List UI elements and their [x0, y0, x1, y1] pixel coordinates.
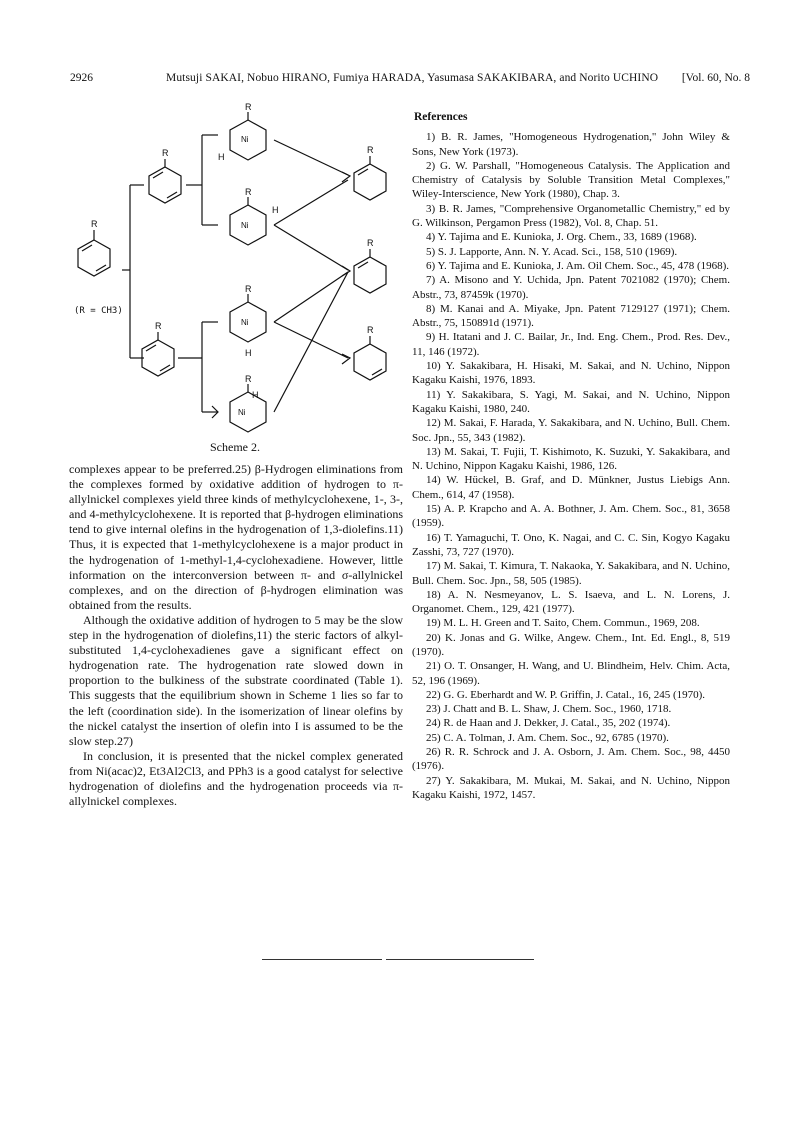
svg-text:Ni: Ni: [238, 408, 246, 417]
end-rule: [262, 959, 382, 960]
r-definition: (R = CH3): [74, 306, 123, 316]
svg-text:R: R: [245, 284, 252, 294]
reference-item: 27) Y. Sakakibara, M. Mukai, M. Sakai, and N. Uchino, Nippon Kagaku Kaishi, 1972, 1457.: [412, 774, 730, 801]
reference-item: 2) G. W. Parshall, "Homogeneous Catalysis. The Application and Chemistry of Catalysis by Soluble Transition Metal Complexes," Wiley-Interscience, New York (1980), Chap. 3.: [412, 159, 730, 201]
product-4-methylcyclohexene: [354, 325, 386, 380]
product-3-methylcyclohexene: [354, 238, 386, 293]
scheme-2-figure: [70, 100, 400, 460]
reference-item: 16) T. Yamaguchi, T. Ono, K. Nagai, and C. C. Sin, Kogyo Kagaku Zasshi, 73, 727 (1970).: [412, 531, 730, 558]
svg-text:H: H: [218, 152, 225, 162]
reference-item: 6) Y. Tajima and E. Kunioka, J. Am. Oil Chem. Soc., 45, 478 (1968).: [426, 259, 730, 272]
reference-item: 1) B. R. James, "Homogeneous Hydrogenation," John Wiley & Sons, New York (1973).: [412, 131, 730, 158]
references-section: [412, 110, 730, 802]
pi-allylnickel-complex-2: [230, 187, 279, 245]
upper-diene-structure: [149, 148, 181, 203]
reference-list: [412, 130, 730, 802]
reference-item: 21) O. T. Onsanger, H. Wang, and U. Blindheim, Helv. Chim. Acta, 52, 196 (1969).: [412, 660, 730, 687]
header-authors: Mutsuji SAKAI, Nobuo HIRANO, Fumiya HARADA, Yasumasa SAKAKIBARA, and Norito UCHINO: [166, 72, 659, 84]
svg-text:H: H: [245, 348, 252, 358]
reference-item: 26) R. R. Schrock and J. A. Osborn, J. Am. Chem. Soc., 98, 4450 (1976).: [412, 746, 730, 773]
pi-allylnickel-complex-4: [230, 374, 266, 432]
reference-item: 4) Y. Tajima and E. Kunioka, J. Org. Chem., 33, 1689 (1968).: [426, 231, 697, 244]
svg-text:H: H: [252, 390, 259, 400]
reference-item: 14) W. Hückel, B. Graf, and D. Münkner, Justus Liebigs Ann. Chem., 614, 47 (1958).: [412, 474, 730, 501]
svg-text:R: R: [367, 325, 374, 335]
product-1-methylcyclohexene: [354, 145, 386, 200]
paragraph: Although the oxidative addition of hydrogen to 5 may be the slow step in the hydrogenation of diolefins,11) the steric factors of alkyl-substituted 1,4-cyclohexadienes gave a significant effect on hydrogenation rate. The hydrogenation rate slowed down in proportion to the bulkiness of the substrate coordinated (Table 1). This suggests that the equilibrium shown in Scheme 1 lies so far to the left (coordination side). In the isomerization of linear olefins by the nickel catalyst the insertion of olefin into I is assumed to be the slow step.27): [69, 612, 403, 748]
reference-item: 25) C. A. Tolman, J. Am. Chem. Soc., 92, 6785 (1970).: [426, 731, 669, 744]
methylcyclohexadiene-structure: [78, 219, 110, 276]
reference-item: 13) M. Sakai, T. Fujii, T. Kishimoto, K. Suzuki, Y. Sakakibara, and N. Uchino, Nippon Kagaku Kaishi, 1986, 126.: [412, 445, 730, 473]
reference-item: 22) G. G. Eberhardt and W. P. Griffin, J. Catal., 16, 245 (1970).: [426, 688, 706, 701]
svg-text:R: R: [367, 145, 374, 155]
pi-allylnickel-complex-1: [218, 102, 266, 162]
running-header: [70, 72, 750, 88]
references-heading: References: [414, 111, 468, 123]
reference-item: 15) A. P. Krapcho and A. A. Bothner, J. Am. Chem. Soc., 81, 3658 (1959).: [412, 503, 730, 530]
reference-item: 23) J. Chatt and B. L. Shaw, J. Chem. Soc., 1960, 1718.: [426, 703, 672, 716]
body-text: [69, 462, 403, 809]
reference-item: 3) B. R. James, "Comprehensive Organometallic Chemistry," ed by G. Wilkinson, Pergamon Press (1982), Vol. 8, Chap. 51.: [412, 202, 730, 230]
paragraph: complexes appear to be preferred.25) β-Hydrogen eliminations from the complexes formed by oxidative addition of hydrogen to π-allylnickel complexes yield three kinds of methylcyclohexene, 1-, 3-, and 4-methylcyclohexene. It is reported that β-hydrogen eliminations tend to give internal olefins in the hydrogenation of 1,3-diolefins.11) Thus, it is expected that 1-methylcyclohexene is a major product in the hydrogenation of 1-methyl-1,4-cyclohexadiene. However, little information on the interconversion between π- and σ-allylnickel complexes, and on the direction of β-hydrogen elimination was obtained from the results.: [69, 462, 403, 612]
svg-text:Ni: Ni: [241, 135, 249, 144]
reference-item: 5) S. J. Lapporte, Ann. N. Y. Acad. Sci., 158, 510 (1969).: [426, 245, 678, 258]
svg-text:Ni: Ni: [241, 318, 249, 327]
scheme-caption: Scheme 2.: [210, 440, 260, 454]
reference-item: 17) M. Sakai, T. Kimura, T. Nakaoka, Y. Sakakibara, and N. Uchino, Bull. Chem. Soc. Jpn., 58, 505 (1985).: [412, 560, 730, 587]
r-label: R: [162, 148, 169, 158]
reference-item: 8) M. Kanai and A. Miyake, Jpn. Patent 7129127 (1971); Chem. Abstr., 75, 150891d (1971).: [412, 302, 730, 330]
header-volume: [Vol. 60, No. 8: [681, 72, 750, 84]
r-label: R: [155, 321, 162, 331]
svg-text:R: R: [245, 102, 252, 112]
reference-item: 18) A. N. Nesmeyanov, L. S. Isaeva, and L. N. Lorens, J. Organomet. Chem., 129, 421 (1977).: [412, 588, 730, 616]
reference-item: 24) R. de Haan and J. Dekker, J. Catal., 35, 202 (1974).: [426, 717, 671, 730]
end-rule: [386, 959, 534, 960]
paragraph: In conclusion, it is presented that the nickel complex generated from Ni(acac)2, Et3Al2Cl3, and PPh3 is a good catalyst for selective hydrogenation of diolefins and the hydrogenation proceeds via π-allylnickel complexes.: [69, 748, 403, 809]
reference-item: 11) Y. Sakakibara, S. Yagi, M. Sakai, and N. Uchino, Nippon Kagaku Kaishi, 1980, 240.: [412, 388, 730, 415]
reference-item: 9) H. Itatani and J. C. Bailar, Jr., Ind. Eng. Chem., Prod. Res. Dev., 11, 146 (1972).: [412, 331, 730, 358]
svg-text:Ni: Ni: [241, 221, 249, 230]
reference-item: 19) M. L. H. Green and T. Saito, Chem. Commun., 1969, 208.: [426, 617, 700, 630]
svg-text:H: H: [272, 205, 279, 215]
reference-item: 12) M. Sakai, F. Harada, Y. Sakakibara, and N. Uchino, Bull. Chem. Soc. Jpn., 55, 343 (1982).: [412, 417, 730, 444]
svg-text:R: R: [245, 187, 252, 197]
svg-text:R: R: [245, 374, 252, 384]
reference-item: 10) Y. Sakakibara, H. Hisaki, M. Sakai, and N. Uchino, Nippon Kagaku Kaishi, 1976, 1893.: [412, 360, 730, 387]
reference-item: 20) K. Jonas and G. Wilke, Angew. Chem., Int. Ed. Engl., 8, 519 (1970).: [412, 631, 730, 658]
svg-text:R: R: [367, 238, 374, 248]
pi-allylnickel-complex-3: [230, 284, 266, 358]
reference-item: 7) A. Misono and Y. Uchida, Jpn. Patent 7021082 (1970); Chem. Abstr., 73, 87459k (1970).: [412, 274, 730, 301]
r-label: R: [91, 219, 98, 229]
lower-diene-structure: [142, 321, 174, 376]
page-number: 2926: [70, 72, 93, 84]
